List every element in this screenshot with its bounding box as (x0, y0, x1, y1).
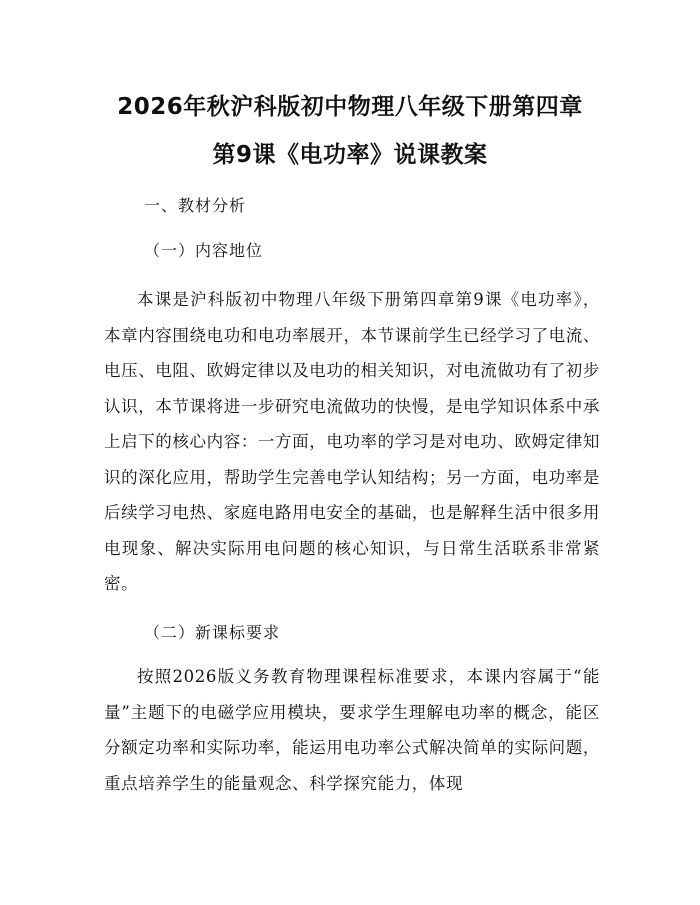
paragraph-content-position: 本课是沪科版初中物理八年级下册第四章第9课《电功率》，本章内容围绕电功和电功率展开，本节课前学生已经学习了电流、电压、电阻、欧姆定律以及电功的相关知识，对电流做功有了初步认识，本节课将进一步研究电流做功的快慢，是电学知识体系中承上启下的核心内容：一方面，电功率的学习是对电功、欧姆定律知识的深化应用，帮助学生完善电学认知结构；另一方面，电功率是后续学习电热、家庭电路用电安全的基础，也是解释生活中很多用电现象、解决实际用电问题的核心知识，与日常生活联系非常紧密。 (104, 290, 600, 593)
subsection-heading-curriculum-standard: （二）新课标要求 (144, 623, 281, 642)
section-heading-textbook-analysis: 一、教材分析 (144, 196, 247, 215)
subsection-heading-content-position: （一）内容地位 (144, 241, 264, 260)
paragraph-curriculum-standard: 按照2026版义务教育物理课程标准要求，本课内容属于“能量”主题下的电磁学应用模块，要求学生理解电功率的概念，能区分额定功率和实际功率，能运用电功率公式解决简单的实际问题，重点培养学生的能量观念、科学探究能力，体现 (104, 667, 600, 793)
document-title-line-2: 第9课《电功率》说课教案 (212, 142, 488, 168)
document-title-line-1: 2026年秋沪科版初中物理八年级下册第四章 (117, 94, 583, 120)
